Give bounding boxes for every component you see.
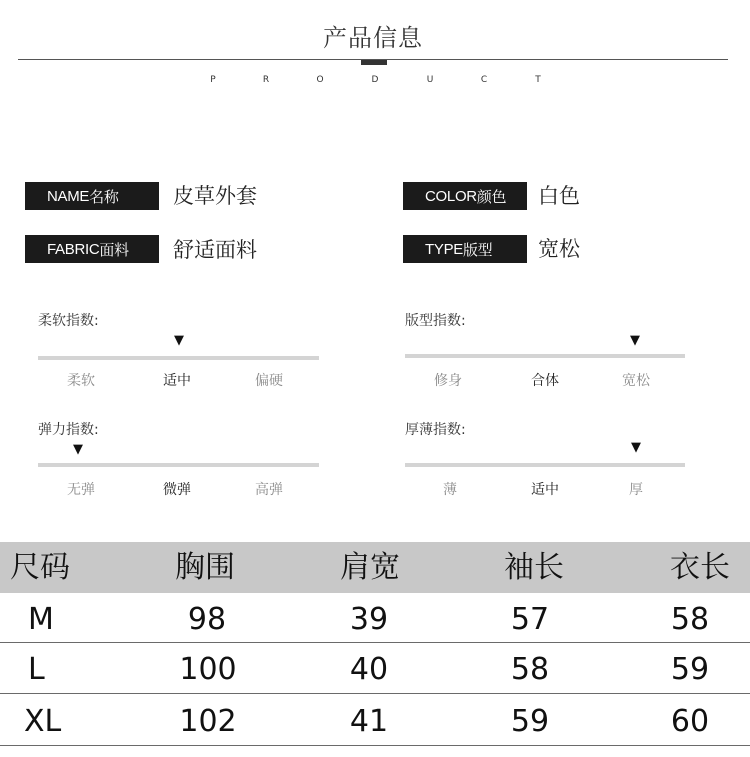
product-letter: C xyxy=(480,75,488,85)
tag-en: TYPE xyxy=(425,240,463,258)
table-bottom-border xyxy=(0,745,750,746)
table-cell: 100 xyxy=(179,652,237,687)
tag-en: NAME xyxy=(47,187,90,205)
table-cell: 58 xyxy=(510,652,550,687)
type-value: 宽松 xyxy=(538,237,580,261)
tag-cn: 名称 xyxy=(89,188,119,206)
elasticity-option: 微弹 xyxy=(163,482,191,498)
thickness-option: 适中 xyxy=(531,482,559,498)
table-header-cell: 肩宽 xyxy=(340,550,400,585)
tag-en: FABRIC xyxy=(47,240,100,258)
fabric-tag xyxy=(25,235,159,263)
color-value: 白色 xyxy=(538,184,580,208)
table-row-divider xyxy=(0,693,750,694)
table-cell: 39 xyxy=(349,602,389,637)
elasticity-option: 高弹 xyxy=(255,482,283,498)
fit-option: 宽松 xyxy=(622,373,650,389)
softness-option: 适中 xyxy=(163,373,191,389)
softness-index-marker: ▼ xyxy=(174,333,184,348)
table-cell: 58 xyxy=(670,602,710,637)
page-title: 产品信息 xyxy=(323,24,423,52)
table-cell: 98 xyxy=(187,602,227,637)
fabric-value: 舒适面料 xyxy=(173,238,257,262)
product-letter: O xyxy=(316,75,324,85)
thickness-option: 薄 xyxy=(443,482,457,498)
tag-cn: 颜色 xyxy=(476,188,507,206)
elasticity-option: 无弹 xyxy=(67,482,95,498)
table-cell: 40 xyxy=(349,652,389,687)
table-header-cell: 袖长 xyxy=(504,550,564,585)
product-letter: T xyxy=(535,75,541,85)
table-header-cell: 胸围 xyxy=(175,550,235,585)
tag-en: COLOR xyxy=(425,187,477,205)
fit-index-line xyxy=(405,354,685,358)
softness-option: 偏硬 xyxy=(255,373,283,389)
divider-accent xyxy=(361,60,387,65)
product-letter: D xyxy=(371,75,379,85)
thickness-index-marker: ▼ xyxy=(631,440,641,455)
tag-cn: 版型 xyxy=(462,241,493,259)
elasticity-index-label: 弹力指数: xyxy=(38,422,99,438)
table-cell: 59 xyxy=(510,704,550,739)
product-letter: U xyxy=(426,75,434,85)
table-header-cell: 衣长 xyxy=(670,550,730,585)
table-cell: 102 xyxy=(179,704,237,739)
table-cell: 41 xyxy=(349,704,389,739)
product-letter: P xyxy=(210,75,216,85)
fit-option: 合体 xyxy=(531,373,559,389)
product-letter: R xyxy=(262,75,270,85)
softness-index-line xyxy=(38,356,319,360)
thickness-index-line xyxy=(405,463,685,467)
thickness-index-label: 厚薄指数: xyxy=(405,422,466,438)
thickness-option: 厚 xyxy=(629,482,643,498)
table-header-cell: 尺码 xyxy=(10,550,70,585)
fit-index-label: 版型指数: xyxy=(405,313,466,329)
table-cell-size: M xyxy=(28,602,54,637)
table-cell: 60 xyxy=(670,704,710,739)
table-cell: 59 xyxy=(670,652,710,687)
fit-index-marker: ▼ xyxy=(630,333,640,348)
table-cell-size: L xyxy=(28,652,45,687)
name-value: 皮草外套 xyxy=(173,184,257,208)
type-tag xyxy=(403,235,527,263)
table-row-divider xyxy=(0,642,750,643)
name-tag xyxy=(25,182,159,210)
softness-index-label: 柔软指数: xyxy=(38,313,99,329)
table-cell: 57 xyxy=(510,602,550,637)
color-tag xyxy=(403,182,527,210)
elasticity-index-line xyxy=(38,463,319,467)
table-cell-size: XL xyxy=(24,704,62,739)
fit-option: 修身 xyxy=(434,373,462,389)
softness-option: 柔软 xyxy=(67,373,95,389)
elasticity-index-marker: ▼ xyxy=(73,442,83,457)
product-letters xyxy=(0,75,750,89)
tag-cn: 面料 xyxy=(99,241,129,259)
